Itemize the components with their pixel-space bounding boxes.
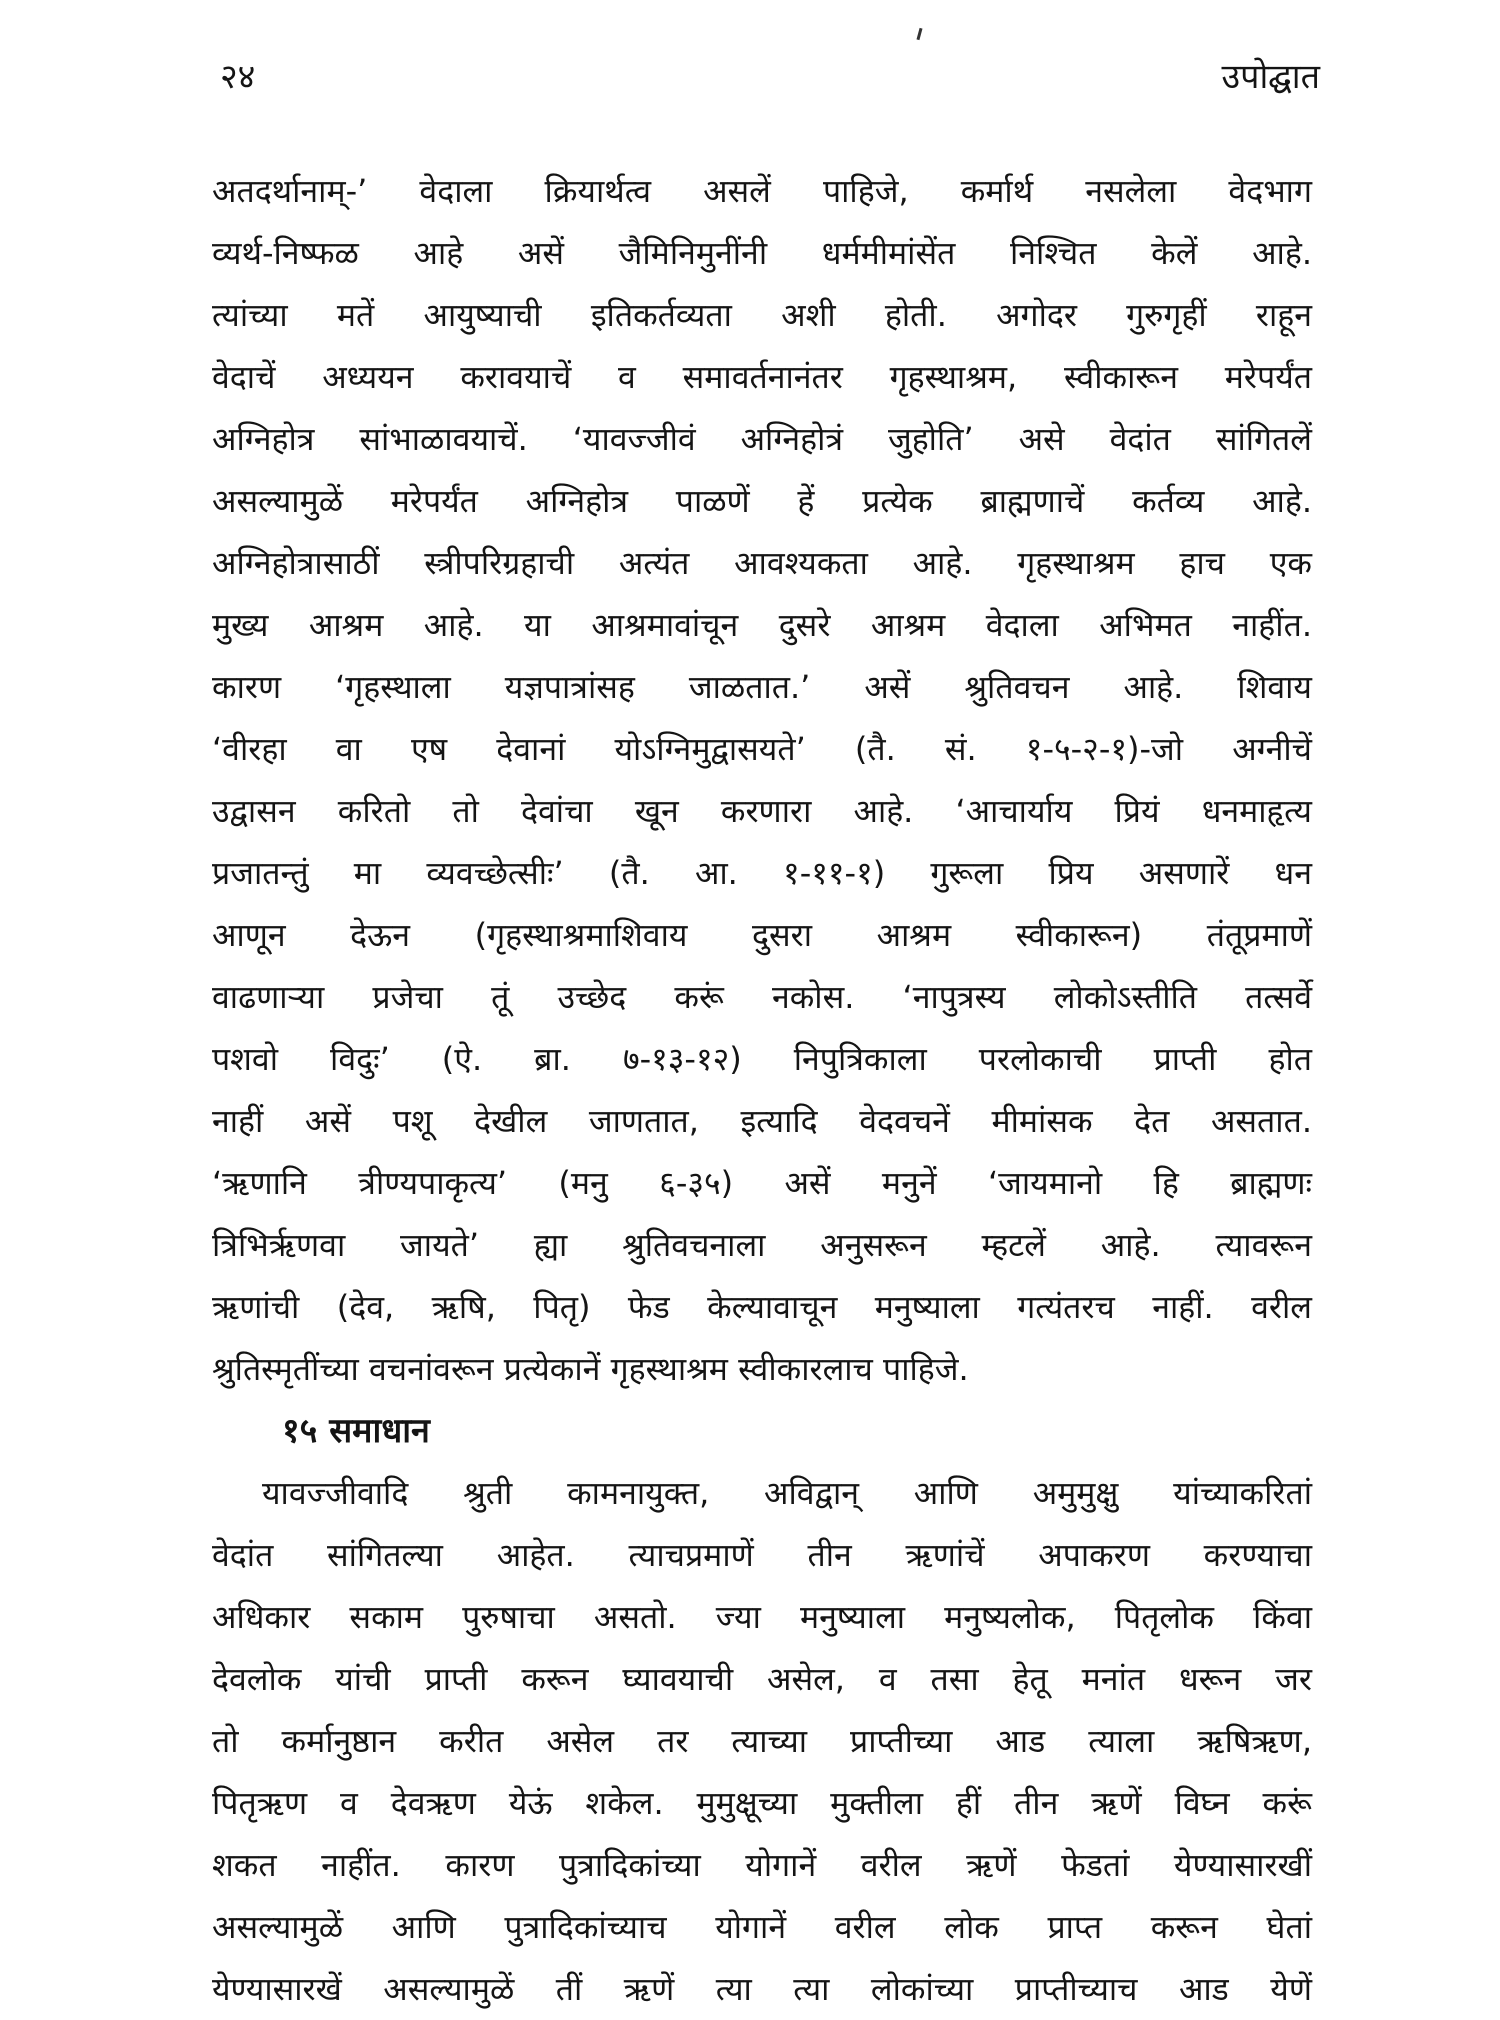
text-line: ‘ऋणानि त्रीण्यपाकृत्य’ (मनु ६-३५) असें मनुनें ‘जायमानो हि ब्राह्मणः — [212, 1164, 1312, 1202]
text-line: अधिकार सकाम पुरुषाचा असतो. ज्या मनुष्याला मनुष्यलोक, पितृलोक किंवा — [212, 1598, 1312, 1636]
text-line: ऋणांची (देव, ऋषि, पितृ) फेड केल्यावाचून मनुष्याला गत्यंतरच नाहीं. वरील — [212, 1288, 1312, 1326]
text-line: अग्निहोत्र सांभाळावयाचें. ‘यावज्जीवं अग्निहोत्रं जुहोति’ असे वेदांत सांगितलें — [212, 420, 1312, 458]
text-line: उद्वासन करितो तो देवांचा खून करणारा आहे. ‘आचार्याय प्रियं धनमाहृत्य — [212, 792, 1312, 830]
text-line: शकत नाहींत. कारण पुत्रादिकांच्या योगानें वरील ऋणें फेडतां येण्यासारखीं — [212, 1846, 1312, 1884]
page-number: २४ — [220, 57, 256, 97]
text-line: कारण ‘गृहस्थाला यज्ञपात्रांसह जाळतात.’ असें श्रुतिवचन आहे. शिवाय — [212, 668, 1312, 706]
text-line: वेदांत सांगितल्या आहेत. त्याचप्रमाणें तीन ऋणांचें अपाकरण करण्याचा — [212, 1536, 1312, 1574]
text-line: प्रजातन्तुं मा व्यवच्छेत्सीः’ (तै. आ. १-११-१) गुरूला प्रिय असणारें धन — [212, 854, 1312, 892]
text-line: असल्यामुळें आणि पुत्रादिकांच्याच योगानें वरील लोक प्राप्त करून घेतां — [212, 1908, 1312, 1946]
text-line: नाहीं असें पशू देखील जाणतात, इत्यादि वेदवचनें मीमांसक देत असतात. — [212, 1102, 1312, 1140]
text-line: असल्यामुळें मरेपर्यंत अग्निहोत्र पाळणें हें प्रत्येक ब्राह्मणाचें कर्तव्य आहे. — [212, 482, 1312, 520]
section-heading: १५ समाधान — [282, 1411, 430, 1451]
text-line: अतदर्थानाम्-’ वेदाला क्रियार्थत्व असलें पाहिजे, कर्मार्थ नसलेला वेदभाग — [212, 172, 1312, 210]
text-line: श्रुतिस्मृतींच्या वचनांवरून प्रत्येकानें गृहस्थाश्रम स्वीकारलाच पाहिजे. — [212, 1350, 969, 1388]
text-line: आणून देऊन (गृहस्थाश्रमाशिवाय दुसरा आश्रम स्वीकारून) तंतूप्रमाणें — [212, 916, 1312, 954]
body-text — [212, 160, 1312, 2020]
text-line: येण्यासारखें असल्यामुळें तीं ऋणें त्या त्या लोकांच्या प्राप्तीच्याच आड येणें — [212, 1970, 1312, 2008]
page-header — [200, 52, 1320, 112]
running-head: उपोद्घात — [1221, 57, 1320, 97]
text-line: मुख्य आश्रम आहे. या आश्रमावांचून दुसरे आश्रम वेदाला अभिमत नाहींत. — [212, 606, 1312, 644]
text-line: अग्निहोत्रासाठीं स्त्रीपरिग्रहाची अत्यंत आवश्यकता आहे. गृहस्थाश्रम हाच एक — [212, 544, 1312, 582]
text-line: यावज्जीवादि श्रुती कामनायुक्त, अविद्वान् आणि अमुमुक्षु यांच्याकरितां — [262, 1474, 1312, 1512]
text-line: ‘वीरहा वा एष देवानां योऽग्निमुद्वासयते’ (तै. सं. १-५-२-१)-जो अग्नीचें — [212, 730, 1312, 768]
text-line: वेदाचें अध्ययन करावयाचें व समावर्तनानंतर गृहस्थाश्रम, स्वीकारून मरेपर्यंत — [212, 358, 1312, 396]
text-line: पितृऋण व देवऋण येऊं शकेल. मुमुक्षूच्या मुक्तीला हीं तीन ऋणें विघ्न करूं — [212, 1784, 1312, 1822]
text-line: त्यांच्या मतें आयुष्याची इतिकर्तव्यता अशी होती. अगोदर गुरुगृहीं राहून — [212, 296, 1312, 334]
text-line: तो कर्मानुष्ठान करीत असेल तर त्याच्या प्राप्तीच्या आड त्याला ऋषिऋण, — [212, 1722, 1312, 1760]
text-line: पशवो विदुः’ (ऐ. ब्रा. ७-१३-१२) निपुत्रिकाला परलोकाची प्राप्ती होत — [212, 1040, 1312, 1078]
text-line: त्रिभिर्ऋणवा जायते’ ह्या श्रुतिवचनाला अनुसरून म्हटलें आहे. त्यावरून — [212, 1226, 1312, 1264]
text-line: व्यर्थ-निष्फळ आहे असें जैमिनिमुनींनी धर्ममीमांसेंत निश्चित केलें आहे. — [212, 234, 1312, 272]
text-line: वाढणाऱ्या प्रजेचा तूं उच्छेद करूं नकोस. ‘नापुत्रस्य लोकोऽस्तीति तत्सर्वे — [212, 978, 1312, 1016]
text-line: देवलोक यांची प्राप्ती करून घ्यावयाची असेल, व तसा हेतू मनांत धरून जर — [212, 1660, 1312, 1698]
stray-ink-mark — [916, 28, 922, 40]
